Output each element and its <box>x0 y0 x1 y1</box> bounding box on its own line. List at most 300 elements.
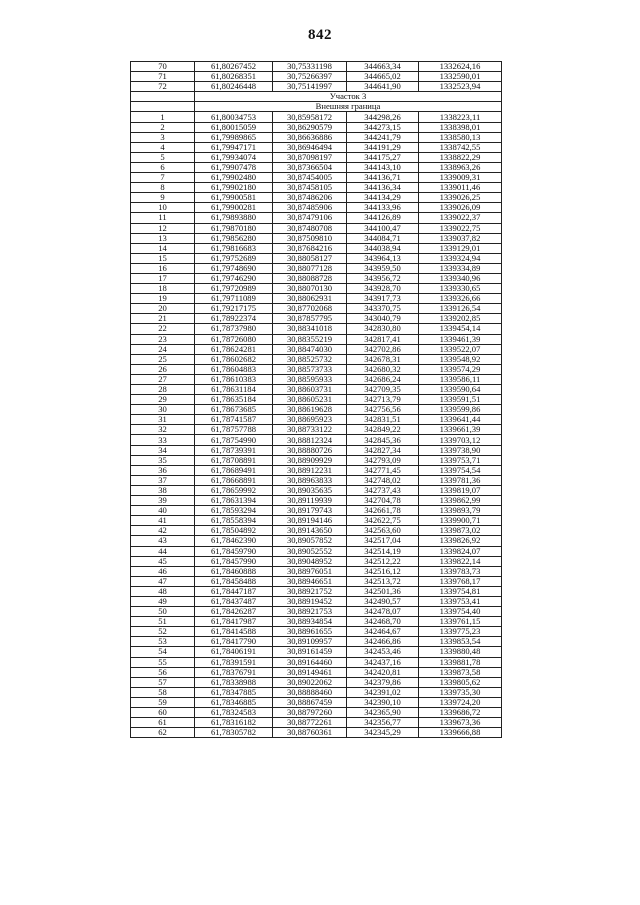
point-number-cell: 22 <box>131 324 195 334</box>
point-number-cell: 39 <box>131 496 195 506</box>
x-coordinate-cell: 342678,31 <box>347 354 419 364</box>
latitude-cell: 61,78347885 <box>195 687 273 697</box>
longitude-cell: 30,75266397 <box>273 72 347 82</box>
x-coordinate-cell: 342478,07 <box>347 607 419 617</box>
y-coordinate-cell: 1332624,16 <box>419 62 502 72</box>
table-row <box>131 728 502 738</box>
y-coordinate-cell: 1339826,92 <box>419 536 502 546</box>
longitude-cell: 30,88062931 <box>273 294 347 304</box>
y-coordinate-cell: 1338580,13 <box>419 132 502 142</box>
y-coordinate-cell: 1339022,75 <box>419 223 502 233</box>
y-coordinate-cell: 1339753,41 <box>419 596 502 606</box>
x-coordinate-cell: 342464,67 <box>347 627 419 637</box>
longitude-cell: 30,89119939 <box>273 496 347 506</box>
y-coordinate-cell: 1339754,54 <box>419 465 502 475</box>
longitude-cell: 30,87458105 <box>273 183 347 193</box>
latitude-cell: 61,78504892 <box>195 526 273 536</box>
table-row <box>131 566 502 576</box>
longitude-cell: 30,75331198 <box>273 62 347 72</box>
latitude-cell: 61,78631184 <box>195 385 273 395</box>
table-row <box>131 203 502 213</box>
longitude-cell: 30,87684216 <box>273 243 347 253</box>
longitude-cell: 30,88921753 <box>273 607 347 617</box>
table-row <box>131 152 502 162</box>
y-coordinate-cell: 1339754,81 <box>419 586 502 596</box>
latitude-cell: 61,78757788 <box>195 425 273 435</box>
longitude-cell: 30,85958172 <box>273 112 347 122</box>
latitude-cell: 61,80246448 <box>195 82 273 92</box>
latitude-cell: 61,79947171 <box>195 142 273 152</box>
longitude-cell: 30,88760361 <box>273 728 347 738</box>
y-coordinate-cell: 1339853,54 <box>419 637 502 647</box>
table-row <box>131 445 502 455</box>
point-number-cell: 32 <box>131 425 195 435</box>
y-coordinate-cell: 1339574,29 <box>419 364 502 374</box>
longitude-cell: 30,86290579 <box>273 122 347 132</box>
latitude-cell: 61,78406191 <box>195 647 273 657</box>
x-coordinate-cell: 342513,72 <box>347 576 419 586</box>
x-coordinate-cell: 343040,79 <box>347 314 419 324</box>
table-row <box>131 405 502 415</box>
y-coordinate-cell: 1339461,39 <box>419 334 502 344</box>
latitude-cell: 61,79902180 <box>195 183 273 193</box>
latitude-cell: 61,78602682 <box>195 354 273 364</box>
longitude-cell: 30,88088728 <box>273 273 347 283</box>
y-coordinate-cell: 1339805,62 <box>419 677 502 687</box>
latitude-cell: 61,80268351 <box>195 72 273 82</box>
table-row <box>131 374 502 384</box>
longitude-cell: 30,88867459 <box>273 697 347 707</box>
point-number-cell: 60 <box>131 708 195 718</box>
y-coordinate-cell: 1339599,86 <box>419 405 502 415</box>
point-number-cell: 3 <box>131 132 195 142</box>
table-row <box>131 304 502 314</box>
table-row <box>131 607 502 617</box>
longitude-cell: 30,88341018 <box>273 324 347 334</box>
latitude-cell: 61,78635184 <box>195 395 273 405</box>
x-coordinate-cell: 342379,86 <box>347 677 419 687</box>
table-row <box>131 546 502 556</box>
latitude-cell: 61,78417790 <box>195 637 273 647</box>
y-coordinate-cell: 1339822,14 <box>419 556 502 566</box>
longitude-cell: 30,88888460 <box>273 687 347 697</box>
latitude-cell: 61,78437487 <box>195 596 273 606</box>
x-coordinate-cell: 343964,13 <box>347 253 419 263</box>
longitude-cell: 30,89109957 <box>273 637 347 647</box>
y-coordinate-cell: 1339686,72 <box>419 708 502 718</box>
longitude-cell: 30,87857795 <box>273 314 347 324</box>
table-row <box>131 455 502 465</box>
table-row <box>131 263 502 273</box>
table-row <box>131 142 502 152</box>
point-number-cell: 56 <box>131 667 195 677</box>
point-number-cell: 41 <box>131 516 195 526</box>
latitude-cell: 61,78741587 <box>195 415 273 425</box>
latitude-cell: 61,78305782 <box>195 728 273 738</box>
point-number-cell: 46 <box>131 566 195 576</box>
point-number-cell: 26 <box>131 364 195 374</box>
point-number-cell: 30 <box>131 405 195 415</box>
longitude-cell: 30,88909929 <box>273 455 347 465</box>
table-row <box>131 596 502 606</box>
y-coordinate-cell: 1339022,37 <box>419 213 502 223</box>
longitude-cell: 30,75141997 <box>273 82 347 92</box>
latitude-cell: 61,78426287 <box>195 607 273 617</box>
table-row <box>131 223 502 233</box>
table-row <box>131 294 502 304</box>
y-coordinate-cell: 1339129,01 <box>419 243 502 253</box>
table-row <box>131 162 502 172</box>
x-coordinate-cell: 342517,04 <box>347 536 419 546</box>
longitude-cell: 30,87098197 <box>273 152 347 162</box>
longitude-cell: 30,88355219 <box>273 334 347 344</box>
y-coordinate-cell: 1339548,92 <box>419 354 502 364</box>
point-number-cell: 1 <box>131 112 195 122</box>
x-coordinate-cell: 342466,86 <box>347 637 419 647</box>
latitude-cell: 61,79746290 <box>195 273 273 283</box>
longitude-cell: 30,88573733 <box>273 364 347 374</box>
table-row <box>131 72 502 82</box>
subsection-empty-cell <box>131 102 195 112</box>
latitude-cell: 61,79870180 <box>195 223 273 233</box>
point-number-cell: 57 <box>131 677 195 687</box>
longitude-cell: 30,88921752 <box>273 586 347 596</box>
longitude-cell: 30,86636886 <box>273 132 347 142</box>
longitude-cell: 30,88605231 <box>273 395 347 405</box>
x-coordinate-cell: 342661,78 <box>347 506 419 516</box>
latitude-cell: 61,78631394 <box>195 496 273 506</box>
point-number-cell: 28 <box>131 385 195 395</box>
latitude-cell: 61,78668891 <box>195 475 273 485</box>
x-coordinate-cell: 342830,80 <box>347 324 419 334</box>
y-coordinate-cell: 1339724,20 <box>419 697 502 707</box>
x-coordinate-cell: 342748,02 <box>347 475 419 485</box>
y-coordinate-cell: 1339881,78 <box>419 657 502 667</box>
section-title: Участок 3 <box>195 92 502 102</box>
latitude-cell: 61,78414588 <box>195 627 273 637</box>
point-number-cell: 58 <box>131 687 195 697</box>
y-coordinate-cell: 1339126,54 <box>419 304 502 314</box>
y-coordinate-cell: 1339522,07 <box>419 344 502 354</box>
y-coordinate-cell: 1339862,99 <box>419 496 502 506</box>
y-coordinate-cell: 1339340,96 <box>419 273 502 283</box>
longitude-cell: 30,88474030 <box>273 344 347 354</box>
point-number-cell: 20 <box>131 304 195 314</box>
latitude-cell: 61,78739391 <box>195 445 273 455</box>
point-number-cell: 61 <box>131 718 195 728</box>
latitude-cell: 61,78376791 <box>195 667 273 677</box>
y-coordinate-cell: 1339334,89 <box>419 263 502 273</box>
x-coordinate-cell: 342831,51 <box>347 415 419 425</box>
latitude-cell: 61,79902480 <box>195 173 273 183</box>
latitude-cell: 61,79934074 <box>195 152 273 162</box>
table-row <box>131 435 502 445</box>
table-row <box>131 697 502 707</box>
point-number-cell: 55 <box>131 657 195 667</box>
table-row <box>131 284 502 294</box>
latitude-cell: 61,78316182 <box>195 718 273 728</box>
point-number-cell: 18 <box>131 284 195 294</box>
y-coordinate-cell: 1339880,48 <box>419 647 502 657</box>
x-coordinate-cell: 342514,19 <box>347 546 419 556</box>
y-coordinate-cell: 1339202,85 <box>419 314 502 324</box>
y-coordinate-cell: 1339326,66 <box>419 294 502 304</box>
longitude-cell: 30,89022062 <box>273 677 347 687</box>
y-coordinate-cell: 1339781,36 <box>419 475 502 485</box>
point-number-cell: 72 <box>131 82 195 92</box>
table-row <box>131 536 502 546</box>
latitude-cell: 61,79907478 <box>195 162 273 172</box>
table-row <box>131 122 502 132</box>
latitude-cell: 61,78460888 <box>195 566 273 576</box>
point-number-cell: 59 <box>131 697 195 707</box>
x-coordinate-cell: 344136,34 <box>347 183 419 193</box>
table-row <box>131 344 502 354</box>
y-coordinate-cell: 1339009,31 <box>419 173 502 183</box>
longitude-cell: 30,88797260 <box>273 708 347 718</box>
longitude-cell: 30,88058127 <box>273 253 347 263</box>
point-number-cell: 29 <box>131 395 195 405</box>
y-coordinate-cell: 1339454,14 <box>419 324 502 334</box>
point-number-cell: 17 <box>131 273 195 283</box>
latitude-cell: 61,78459790 <box>195 546 273 556</box>
x-coordinate-cell: 342771,45 <box>347 465 419 475</box>
x-coordinate-cell: 342356,77 <box>347 718 419 728</box>
table-row <box>131 364 502 374</box>
x-coordinate-cell: 344641,90 <box>347 82 419 92</box>
latitude-cell: 61,78593294 <box>195 506 273 516</box>
table-row <box>131 485 502 495</box>
latitude-cell: 61,78689491 <box>195 465 273 475</box>
x-coordinate-cell: 342420,81 <box>347 667 419 677</box>
longitude-cell: 30,88603731 <box>273 385 347 395</box>
longitude-cell: 30,88919452 <box>273 596 347 606</box>
y-coordinate-cell: 1339703,12 <box>419 435 502 445</box>
longitude-cell: 30,86946494 <box>273 142 347 152</box>
x-coordinate-cell: 344665,02 <box>347 72 419 82</box>
longitude-cell: 30,88946651 <box>273 576 347 586</box>
x-coordinate-cell: 344126,89 <box>347 213 419 223</box>
point-number-cell: 51 <box>131 617 195 627</box>
longitude-cell: 30,88963833 <box>273 475 347 485</box>
longitude-cell: 30,89179743 <box>273 506 347 516</box>
point-number-cell: 13 <box>131 233 195 243</box>
latitude-cell: 61,80015059 <box>195 122 273 132</box>
longitude-cell: 30,88912231 <box>273 465 347 475</box>
table-row <box>131 112 502 122</box>
point-number-cell: 62 <box>131 728 195 738</box>
x-coordinate-cell: 342622,75 <box>347 516 419 526</box>
subsection-title: Внешняя граница <box>195 102 502 112</box>
y-coordinate-cell: 1339753,71 <box>419 455 502 465</box>
x-coordinate-cell: 342845,36 <box>347 435 419 445</box>
x-coordinate-cell: 343370,75 <box>347 304 419 314</box>
table-row <box>131 718 502 728</box>
table-row <box>131 506 502 516</box>
longitude-cell: 30,88934854 <box>273 617 347 627</box>
x-coordinate-cell: 344298,26 <box>347 112 419 122</box>
y-coordinate-cell: 1339666,88 <box>419 728 502 738</box>
latitude-cell: 61,79989865 <box>195 132 273 142</box>
x-coordinate-cell: 344038,94 <box>347 243 419 253</box>
latitude-cell: 61,79893880 <box>195 213 273 223</box>
longitude-cell: 30,88525732 <box>273 354 347 364</box>
point-number-cell: 70 <box>131 62 195 72</box>
x-coordinate-cell: 342709,35 <box>347 385 419 395</box>
y-coordinate-cell: 1339873,58 <box>419 667 502 677</box>
point-number-cell: 8 <box>131 183 195 193</box>
y-coordinate-cell: 1339775,23 <box>419 627 502 637</box>
x-coordinate-cell: 344134,29 <box>347 193 419 203</box>
point-number-cell: 6 <box>131 162 195 172</box>
y-coordinate-cell: 1339783,73 <box>419 566 502 576</box>
point-number-cell: 38 <box>131 485 195 495</box>
table-row <box>131 173 502 183</box>
subsection-row <box>131 102 502 112</box>
table-row <box>131 132 502 142</box>
longitude-cell: 30,89149461 <box>273 667 347 677</box>
table-row <box>131 253 502 263</box>
y-coordinate-cell: 1339738,90 <box>419 445 502 455</box>
longitude-cell: 30,89048952 <box>273 556 347 566</box>
x-coordinate-cell: 342737,43 <box>347 485 419 495</box>
latitude-cell: 61,79900281 <box>195 203 273 213</box>
table-row <box>131 687 502 697</box>
latitude-cell: 61,78457990 <box>195 556 273 566</box>
point-number-cell: 44 <box>131 546 195 556</box>
longitude-cell: 30,87509810 <box>273 233 347 243</box>
x-coordinate-cell: 344136,71 <box>347 173 419 183</box>
latitude-cell: 61,78922374 <box>195 314 273 324</box>
x-coordinate-cell: 344100,47 <box>347 223 419 233</box>
table-row <box>131 576 502 586</box>
latitude-cell: 61,78447187 <box>195 586 273 596</box>
longitude-cell: 30,89194146 <box>273 516 347 526</box>
longitude-cell: 30,89052552 <box>273 546 347 556</box>
latitude-cell: 61,79816683 <box>195 243 273 253</box>
table-row <box>131 314 502 324</box>
latitude-cell: 61,80034753 <box>195 112 273 122</box>
latitude-cell: 61,78346885 <box>195 697 273 707</box>
table-row <box>131 183 502 193</box>
point-number-cell: 48 <box>131 586 195 596</box>
x-coordinate-cell: 342702,86 <box>347 344 419 354</box>
point-number-cell: 47 <box>131 576 195 586</box>
table-row <box>131 586 502 596</box>
section-header-group <box>131 92 502 112</box>
table-row <box>131 425 502 435</box>
latitude-cell: 61,78610383 <box>195 374 273 384</box>
latitude-cell: 61,78458488 <box>195 576 273 586</box>
top-rows-group <box>131 62 502 92</box>
latitude-cell: 61,78708891 <box>195 455 273 465</box>
table-row <box>131 627 502 637</box>
latitude-cell: 61,79720989 <box>195 284 273 294</box>
latitude-cell: 61,79752689 <box>195 253 273 263</box>
x-coordinate-cell: 342512,22 <box>347 556 419 566</box>
x-coordinate-cell: 342686,24 <box>347 374 419 384</box>
table-row <box>131 354 502 364</box>
latitude-cell: 61,78754990 <box>195 435 273 445</box>
y-coordinate-cell: 1339037,82 <box>419 233 502 243</box>
point-number-cell: 71 <box>131 72 195 82</box>
table-row <box>131 637 502 647</box>
y-coordinate-cell: 1339893,79 <box>419 506 502 516</box>
latitude-cell: 61,78673685 <box>195 405 273 415</box>
longitude-cell: 30,88077128 <box>273 263 347 273</box>
x-coordinate-cell: 342490,57 <box>347 596 419 606</box>
x-coordinate-cell: 342793,09 <box>347 455 419 465</box>
x-coordinate-cell: 342365,90 <box>347 708 419 718</box>
point-number-cell: 9 <box>131 193 195 203</box>
point-number-cell: 16 <box>131 263 195 273</box>
x-coordinate-cell: 342391,02 <box>347 687 419 697</box>
table-row <box>131 385 502 395</box>
table-row <box>131 243 502 253</box>
point-number-cell: 21 <box>131 314 195 324</box>
y-coordinate-cell: 1339591,51 <box>419 395 502 405</box>
x-coordinate-cell: 344273,15 <box>347 122 419 132</box>
point-number-cell: 4 <box>131 142 195 152</box>
y-coordinate-cell: 1339641,44 <box>419 415 502 425</box>
point-number-cell: 11 <box>131 213 195 223</box>
longitude-cell: 30,88695923 <box>273 415 347 425</box>
x-coordinate-cell: 342563,60 <box>347 526 419 536</box>
point-number-cell: 37 <box>131 475 195 485</box>
y-coordinate-cell: 1339873,02 <box>419 526 502 536</box>
table-row <box>131 82 502 92</box>
table-row <box>131 465 502 475</box>
y-coordinate-cell: 1339661,39 <box>419 425 502 435</box>
x-coordinate-cell: 342468,70 <box>347 617 419 627</box>
longitude-cell: 30,87486206 <box>273 193 347 203</box>
y-coordinate-cell: 1339824,07 <box>419 546 502 556</box>
y-coordinate-cell: 1339761,15 <box>419 617 502 627</box>
latitude-cell: 61,78462390 <box>195 536 273 546</box>
x-coordinate-cell: 343917,73 <box>347 294 419 304</box>
latitude-cell: 61,79711089 <box>195 294 273 304</box>
y-coordinate-cell: 1339330,65 <box>419 284 502 294</box>
table-row <box>131 647 502 657</box>
longitude-cell: 30,88812324 <box>273 435 347 445</box>
y-coordinate-cell: 1339754,40 <box>419 607 502 617</box>
x-coordinate-cell: 343956,72 <box>347 273 419 283</box>
y-coordinate-cell: 1338223,11 <box>419 112 502 122</box>
point-number-cell: 15 <box>131 253 195 263</box>
x-coordinate-cell: 342501,36 <box>347 586 419 596</box>
table-row <box>131 657 502 667</box>
table-row <box>131 415 502 425</box>
latitude-cell: 61,78624281 <box>195 344 273 354</box>
longitude-cell: 30,87480708 <box>273 223 347 233</box>
latitude-cell: 61,78659992 <box>195 485 273 495</box>
y-coordinate-cell: 1339768,17 <box>419 576 502 586</box>
table-row <box>131 395 502 405</box>
longitude-cell: 30,88733122 <box>273 425 347 435</box>
point-number-cell: 54 <box>131 647 195 657</box>
latitude-cell: 61,79856280 <box>195 233 273 243</box>
latitude-cell: 61,78324583 <box>195 708 273 718</box>
point-number-cell: 27 <box>131 374 195 384</box>
x-coordinate-cell: 342453,46 <box>347 647 419 657</box>
longitude-cell: 30,89143650 <box>273 526 347 536</box>
latitude-cell: 61,78417987 <box>195 617 273 627</box>
x-coordinate-cell: 344241,79 <box>347 132 419 142</box>
longitude-cell: 30,87454005 <box>273 173 347 183</box>
latitude-cell: 61,79748690 <box>195 263 273 273</box>
longitude-cell: 30,88595933 <box>273 374 347 384</box>
x-coordinate-cell: 344084,71 <box>347 233 419 243</box>
